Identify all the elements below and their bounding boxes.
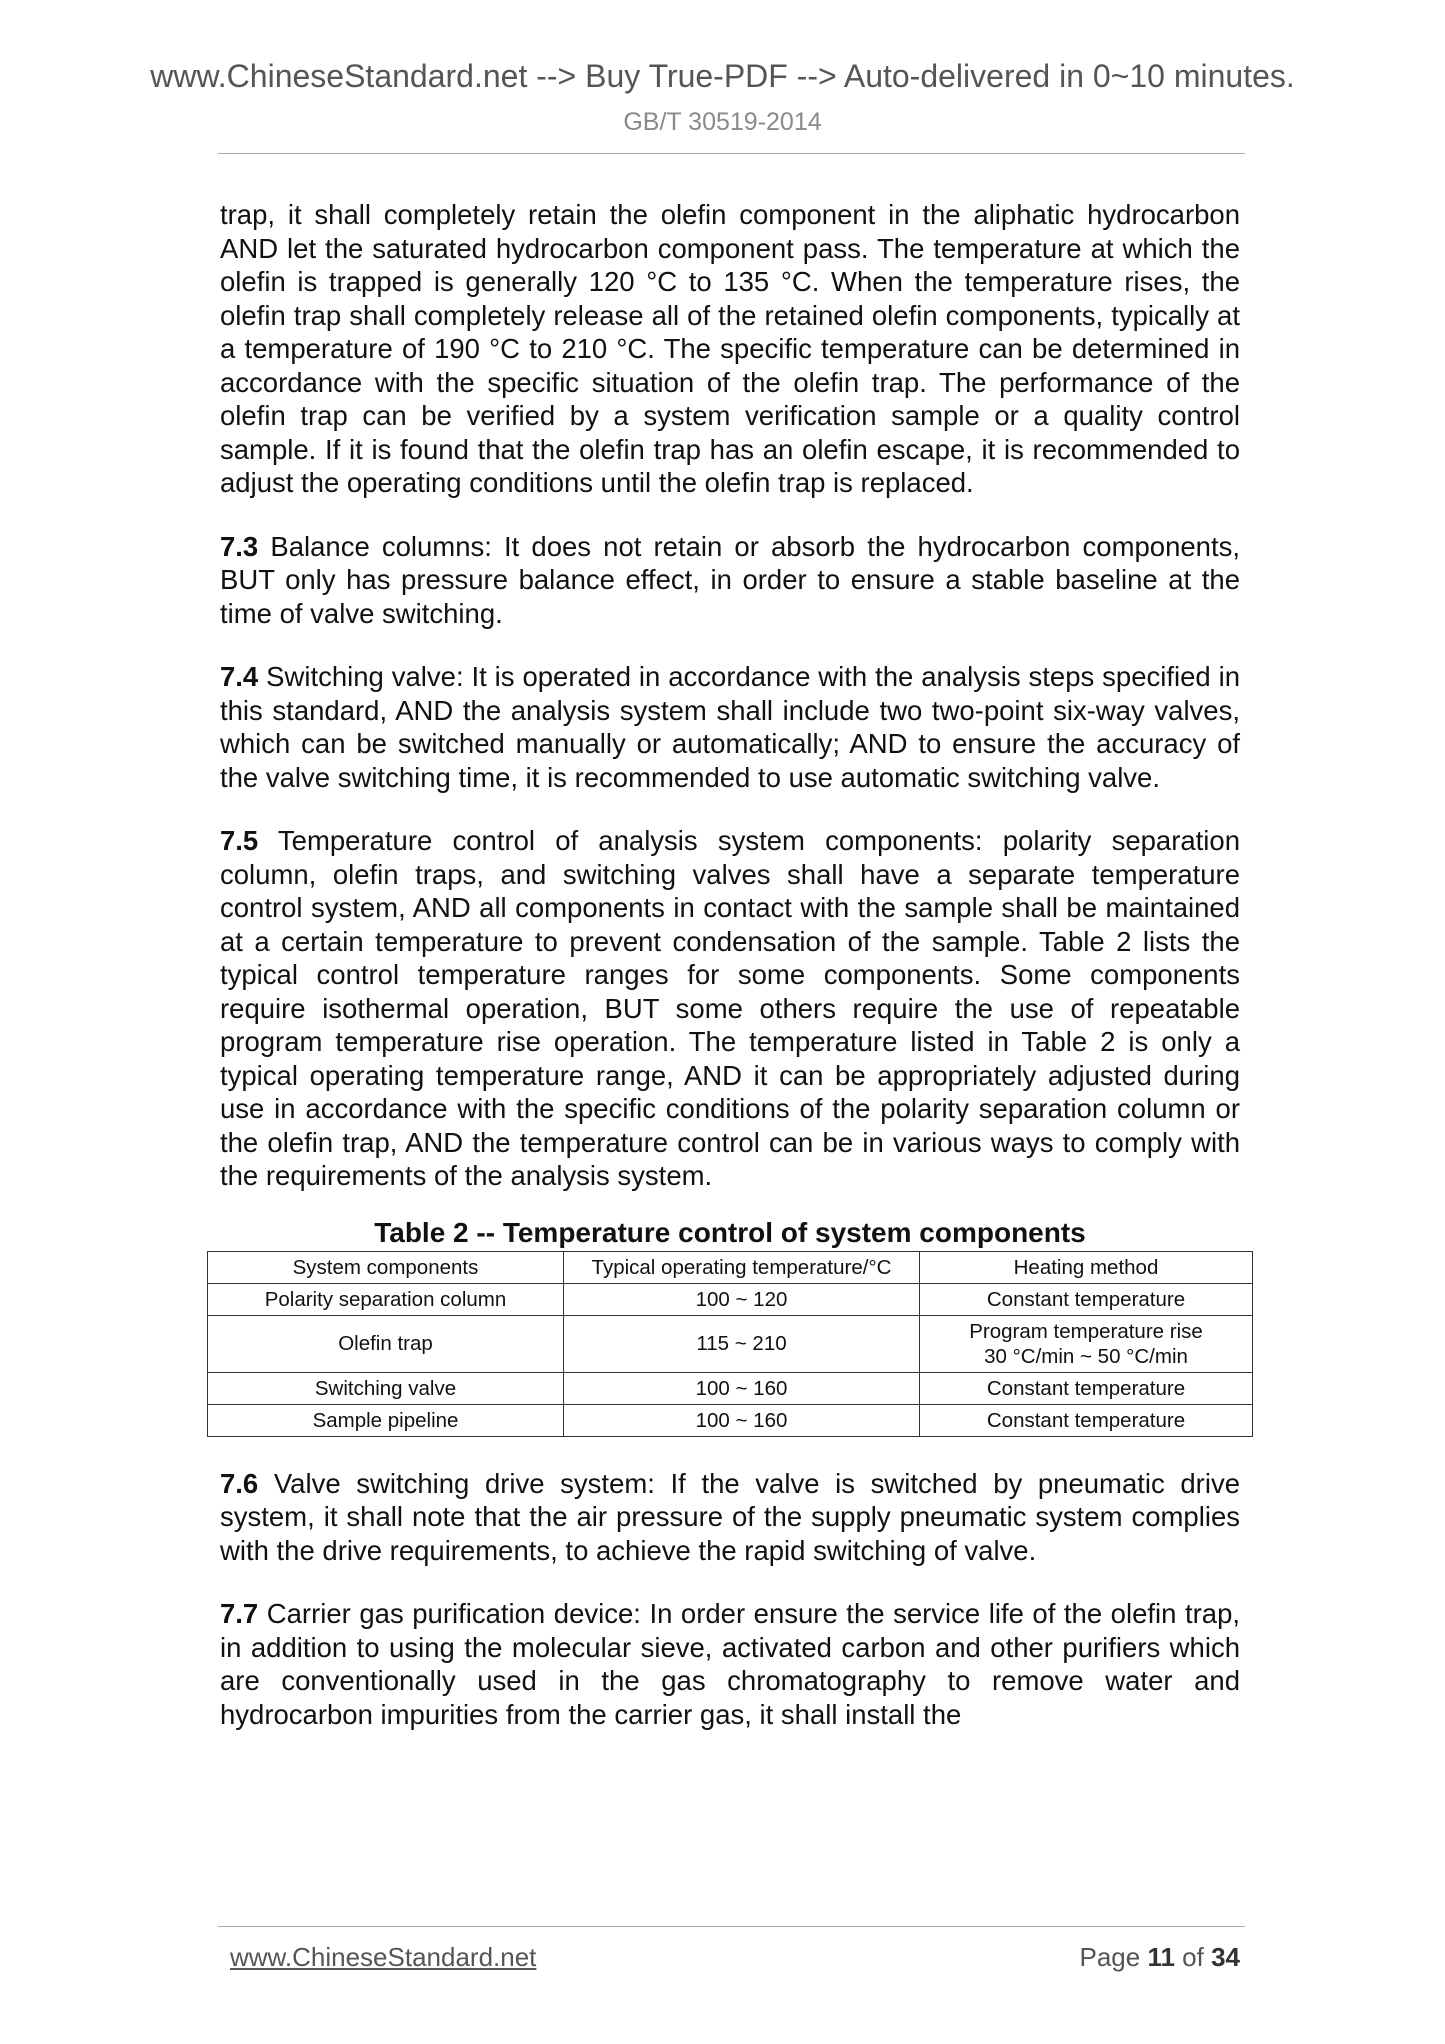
method-line: Program temperature rise [969, 1319, 1203, 1343]
section-7-6 [220, 1467, 1240, 1568]
section-text: Valve switching drive system: If the valve is switched by pneumatic drive system, it shall note that the air pressure of the supply pneumatic system complies with the drive requirements, to achieve the rapid switching of valve. [220, 1467, 1240, 1566]
section-7-5 [220, 824, 1240, 1193]
section-text: Switching valve: It is operated in accordance with the analysis steps specified in this standard, AND the analysis system shall include two two-point six-way valves, which can be switched manually or automatically; AND to ensure the accuracy of the valve switching time, it is recommended to use automatic switching valve. [220, 661, 1240, 793]
method-line: 30 °C/min ~ 50 °C/min [984, 1344, 1188, 1368]
header-banner: www.ChineseStandard.net --> Buy True-PDF --> Auto-delivered in 0~10 minutes. [150, 58, 1295, 94]
section-number: 7.4 [220, 661, 259, 692]
table-title: Table 2 -- Temperature control of system components [374, 1216, 1086, 1248]
table-header-row [208, 1251, 1253, 1283]
table-cell-temperature: 100 ~ 120 [564, 1283, 920, 1315]
section-number: 7.5 [220, 825, 259, 856]
header-divider [218, 153, 1245, 154]
table-header-cell: Heating method [920, 1251, 1253, 1283]
table-row [208, 1315, 1253, 1372]
page-of: of [1174, 1942, 1212, 1972]
footer-website-link[interactable]: www.ChineseStandard.net [230, 1942, 537, 1972]
footer-divider [218, 1926, 1245, 1927]
page-prefix: Page [1079, 1942, 1148, 1972]
standard-id: GB/T 30519-2014 [623, 108, 822, 136]
page-indicator [1079, 1942, 1240, 1973]
section-number: 7.3 [220, 530, 259, 562]
table-cell-method [920, 1315, 1253, 1372]
table-header-cell: Typical operating temperature/°C [564, 1251, 920, 1283]
table-row [208, 1283, 1253, 1315]
page-total: 34 [1211, 1942, 1240, 1972]
section-text: Temperature control of analysis system components: polarity separation column, olefin traps, and switching valves shall have a separate temperature control system, AND all components in contact with the sample shall be maintained at a certain temperature to prevent condensation of the sample. Table 2 lists the typical control temperature ranges for some components. Some components require isothermal operation, BUT some others require the use of repeatable program temperature rise operation. The temperature listed in Table 2 is only a typical operating temperature range, AND it can be appropriately adjusted during use in accordance with the specific conditions of the polarity separation column or the olefin trap, AND the temperature control can be in various ways to comply with the requirements of the analysis system. [220, 825, 1240, 1191]
table-cell-component: Olefin trap [208, 1315, 564, 1372]
section-7-7 [220, 1597, 1240, 1731]
table-cell-method: Constant temperature [920, 1404, 1253, 1436]
section-text: Carrier gas purification device: In order ensure the service life of the olefin trap, in addition to using the molecular sieve, activated carbon and other purifiers which are conventionally used in the gas chromatography to remove water and hydrocarbon impurities from the carrier gas, it shall install the [220, 1598, 1240, 1730]
temperature-control-table [207, 1251, 1253, 1437]
table-cell-temperature: 100 ~ 160 [564, 1372, 920, 1404]
table-cell-temperature: 115 ~ 210 [564, 1315, 920, 1372]
table-cell-component: Sample pipeline [208, 1404, 564, 1436]
section-7-3 [220, 530, 1240, 631]
intro-paragraph: trap, it shall completely retain the olefin component in the aliphatic hydrocarbon AND let the saturated hydrocarbon component pass. The temperature at which the olefin is trapped is generally 120 °C to 135 °C. When the temperature rises, the olefin trap shall completely release all of the retained olefin components, typically at a temperature of 190 °C to 210 °C. The specific temperature can be determined in accordance with the specific situation of the olefin trap. The performance of the olefin trap can be verified by a system verification sample or a quality control sample. If it is found that the olefin trap has an olefin escape, it is recommended to adjust the operating conditions until the olefin trap is replaced. [220, 199, 1240, 498]
table-cell-method: Constant temperature [920, 1372, 1253, 1404]
section-7-4 [220, 660, 1240, 794]
section-number: 7.6 [220, 1467, 259, 1499]
document-body [220, 198, 1240, 1761]
table-row [208, 1404, 1253, 1436]
table-cell-component: Switching valve [208, 1372, 564, 1404]
section-number: 7.7 [220, 1598, 259, 1629]
table-cell-method: Constant temperature [920, 1283, 1253, 1315]
table-cell-component: Polarity separation column [208, 1283, 564, 1315]
table-cell-temperature: 100 ~ 160 [564, 1404, 920, 1436]
section-text: Balance columns: It does not retain or absorb the hydrocarbon components, BUT only has pressure balance effect, in order to ensure a stable baseline at the time of valve switching. [220, 530, 1240, 629]
table-header-cell: System components [208, 1251, 564, 1283]
table-row [208, 1372, 1253, 1404]
page-current: 11 [1147, 1942, 1175, 1972]
